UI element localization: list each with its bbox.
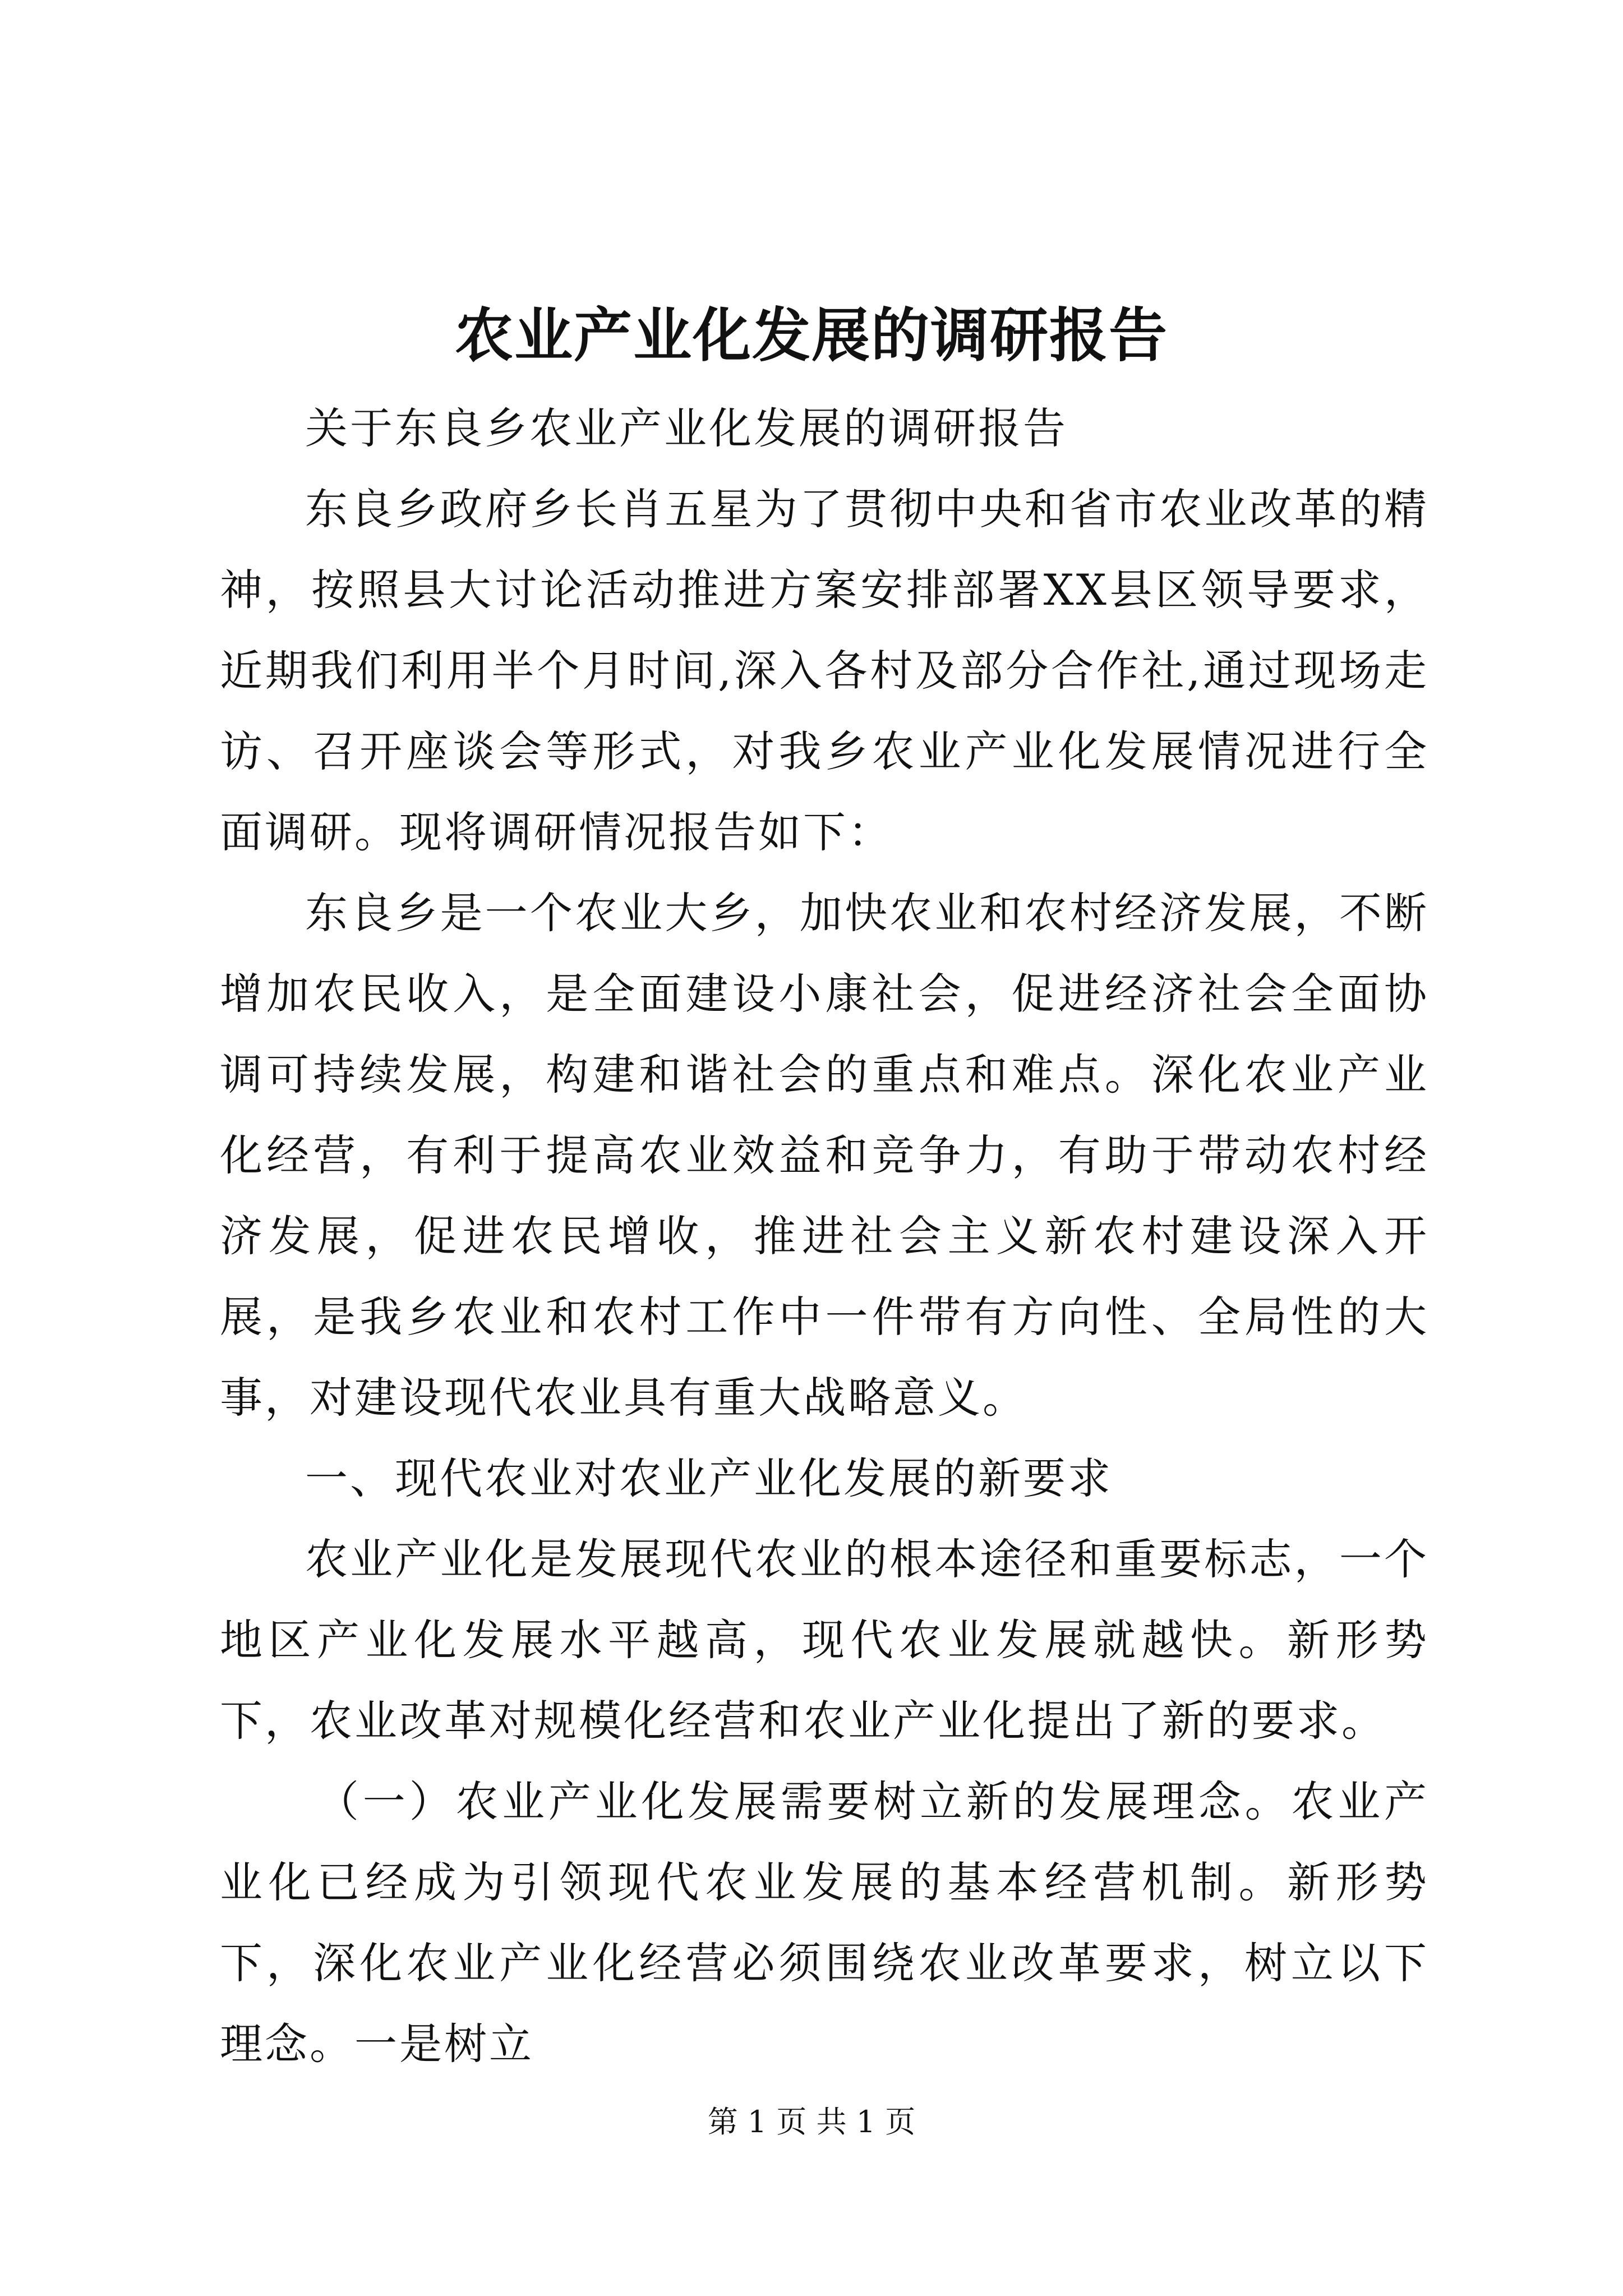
document-title: 农业产业化发展的调研报告: [454, 301, 1168, 370]
document-body: [220, 388, 1429, 2085]
subsection-paragraph: （一）农业产业化发展需要树立新的发展理念。农业产业化已经成为引领现代农业发展的基本经营机制。新形势下，深化农业产业化经营必须围绕农业改革要求，树立以下理念。一是树立: [220, 1777, 1429, 2069]
subtitle-paragraph: 关于东良乡农业产业化发展的调研报告: [305, 403, 1068, 453]
page-number-footer: 第 1 页 共 1 页: [707, 2104, 916, 2139]
section-paragraph: 农业产业化是发展现代农业的根本途径和重要标志，一个地区产业化发展水平越高，现代农业发展就越快。新形势下，农业改革对规模化经营和农业产业化提出了新的要求。: [220, 1534, 1429, 1746]
section-heading: 一、现代农业对农业产业化发展的新要求: [305, 1453, 1113, 1503]
background-paragraph: 东良乡是一个农业大乡，加快农业和农村经济发展，不断增加农民收入，是全面建设小康社会，促进经济社会全面协调可持续发展，构建和谐社会的重点和难点。深化农业产业化经营，有利于提高农业效益和竞争力，有助于带动农村经济发展，促进农民增收，推进社会主义新农村建设深入开展，是我乡农业和农村工作中一件带有方向性、全局性的大事，对建设现代农业具有重大战略意义。: [220, 888, 1429, 1423]
intro-paragraph: 东良乡政府乡长肖五星为了贯彻中央和省市农业改革的精神，按照县大讨论活动推进方案安排部署XX县区领导要求，近期我们利用半个月时间,深入各村及部分合作社,通过现场走访、召开座谈会等形式，对我乡农业产业化发展情况进行全面调研。现将调研情况报告如下：: [220, 484, 1429, 857]
